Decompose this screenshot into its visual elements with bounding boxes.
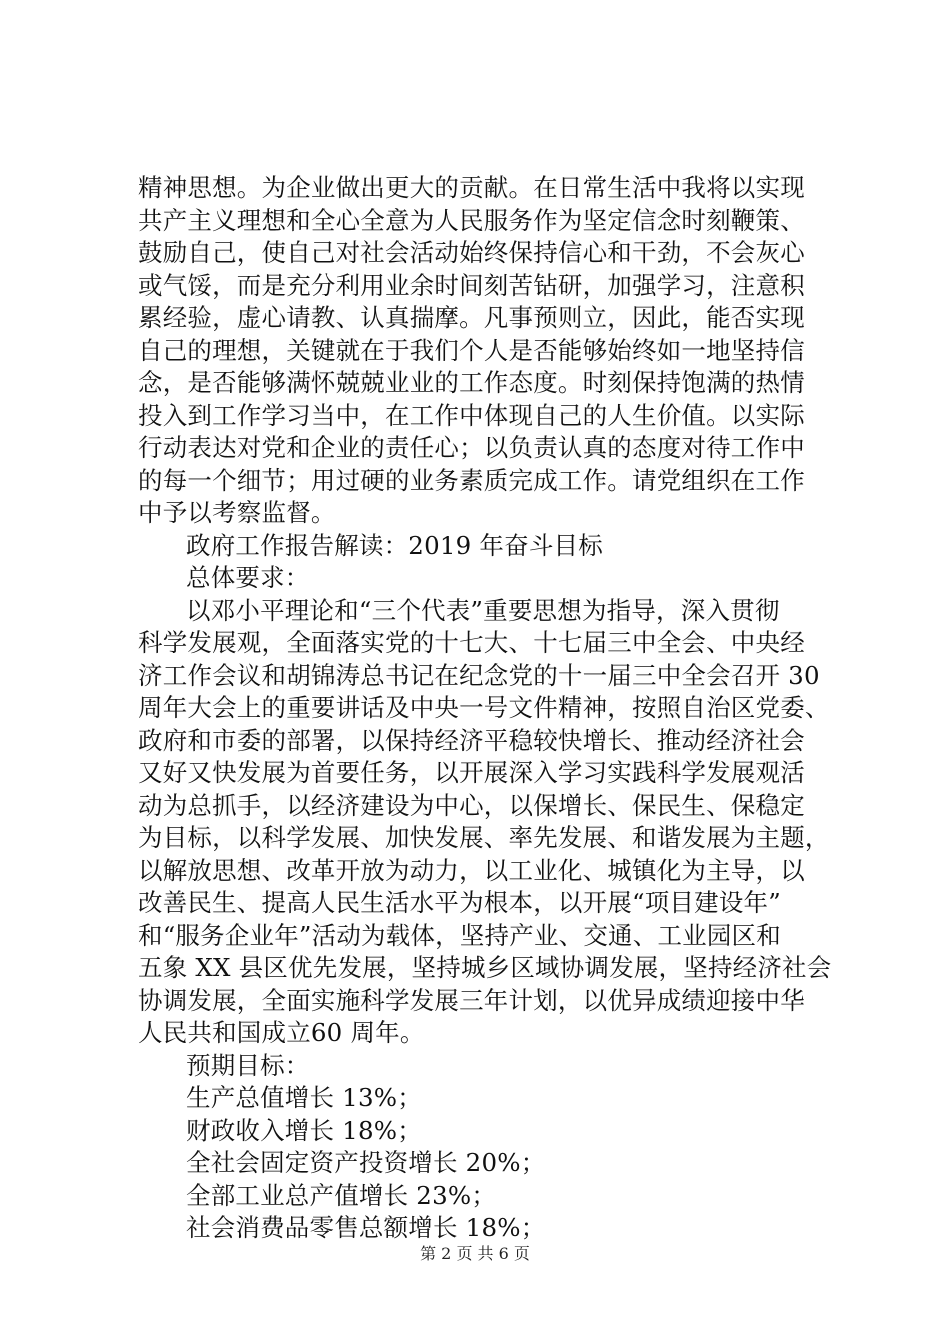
text-line: 或气馁，而是充分利用业余时间刻苦钻研，加强学习，注意积 [138,270,805,300]
text-line: 财政收入增长 18%； [186,1115,422,1145]
text-line: 累经验，虚心请教、认真揣摩。凡事预则立，因此，能否实现 [138,303,805,332]
text-line: 以邓小平理论和“三个代表”重要思想为指导，深入贯彻 [186,595,780,625]
text-line: 总体要求： [186,563,310,592]
text-line: 周年大会上的重要讲话及中央一号文件精神，按照自治区党委、 [138,693,830,722]
page-footer: 第 2 页 共 6 页 [420,1244,530,1263]
text-line: 自己的理想，关键就在于我们个人是否能够始终如一地坚持信 [138,335,805,365]
text-line: 共产主义理想和全心全意为人民服务作为坚定信念时刻鞭策、 [138,205,805,235]
text-line: 行动表达对党和企业的责任心；以负责认真的态度对待工作中 [138,433,805,462]
text-line: 全社会固定资产投资增长 20%； [186,1148,546,1177]
text-line: 全部工业总产值增长 23%； [186,1180,497,1210]
text-line: 精神思想。为企业做出更大的贡献。在日常生活中我将以实现 [138,173,805,202]
text-line: 预期目标： [186,1050,310,1080]
text-line: 社会消费品零售总额增长 18%； [186,1213,546,1242]
document-body [138,172,838,1245]
text-line: 又好又快发展为首要任务，以开展深入学习实践科学发展观活 [138,758,805,787]
text-line: 的每一个细节；用过硬的业务素质完成工作。请党组织在工作 [138,465,805,495]
text-line: 政府和市委的部署，以保持经济平稳较快增长、推动经济社会 [138,725,805,755]
text-line: 念，是否能够满怀兢兢业业的工作态度。时刻保持饱满的热情 [138,368,805,397]
text-line: 以解放思想、改革开放为动力，以工业化、城镇化为主导，以 [138,855,805,885]
text-line: 生产总值增长 13%； [186,1083,422,1112]
text-line: 鼓励自己，使自己对社会活动始终保持信心和干劲，不会灰心 [138,238,805,267]
text-line: 中予以考察监督。 [138,498,336,527]
text-line: 济工作会议和胡锦涛总书记在纪念党的十一届三中全会召开 30 [138,660,820,690]
text-line: 政府工作报告解读：2019 年奋斗目标 [186,530,603,560]
text-line: 动为总抓手，以经济建设为中心，以保增长、保民生、保稳定 [138,790,805,820]
text-line: 人民共和国成立60 周年。 [138,1018,425,1047]
text-line: 科学发展观，全面落实党的十七大、十七届三中全会、中央经 [138,628,805,657]
text-line: 五象 XX 县区优先发展，坚持城乡区域协调发展，坚持经济社会 [138,953,832,982]
text-line: 和“服务企业年”活动为载体，坚持产业、交通、工业园区和 [138,920,781,950]
text-line: 投入到工作学习当中，在工作中体现自己的人生价值。以实际 [138,400,805,430]
text-line: 为目标，以科学发展、加快发展、率先发展、和谐发展为主题， [138,823,830,852]
text-line: 协调发展，全面实施科学发展三年计划，以优异成绩迎接中华 [138,985,805,1015]
text-line: 改善民生、提高人民生活水平为根本，以开展“项目建设年” [138,888,781,917]
